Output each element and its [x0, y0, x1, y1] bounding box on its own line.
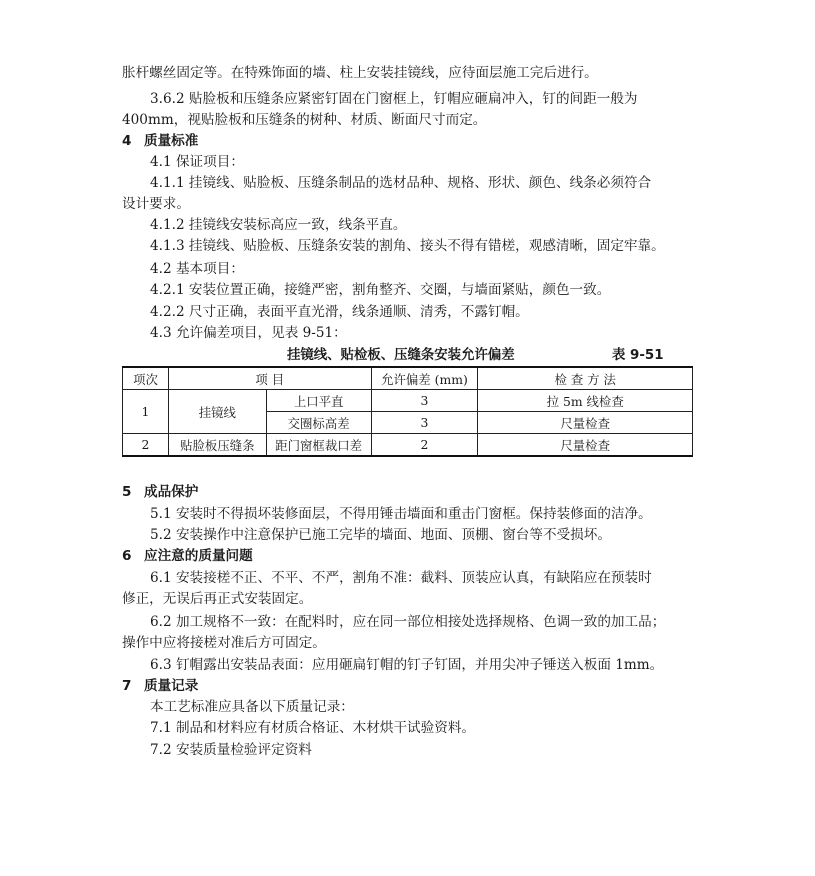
header-cell: 检 查 方 法 [478, 367, 693, 390]
clause-6-3: 6.3 钉帽露出安装品表面：应用砸扁钉帽的钉子钉固，并用尖冲子锤送入板面 1mm。 [150, 657, 664, 673]
table-number: 表 9-51 [612, 348, 664, 363]
clause-7-2: 7.2 安装质量检验评定资料 [150, 742, 312, 758]
clause-4-3: 4.3 允许偏差项目，见表 9-51： [150, 325, 347, 341]
section-title: 质量记录 [144, 678, 199, 694]
section-heading-5 [122, 482, 198, 502]
table-cell: 挂镜线 [168, 390, 266, 434]
table-cell: 交圈标高差 [266, 412, 371, 434]
section-number: 5 [122, 484, 132, 500]
section-number: 6 [122, 548, 132, 564]
table-cell: 距门窗框裁口差 [266, 434, 371, 457]
section-heading-7 [122, 676, 198, 696]
table-cell: 3 [371, 390, 478, 412]
table-cell: 尺量检查 [478, 434, 693, 457]
paragraph-line: 操作中应将接槎对准后方可固定。 [122, 635, 326, 651]
clause-4-2: 4.2 基本项目： [150, 261, 244, 277]
table-header-row [123, 367, 693, 390]
table-cell: 拉 5m 线检查 [478, 390, 693, 412]
table-cell: 1 [123, 390, 169, 434]
clause-4-1: 4.1 保证项目： [150, 154, 244, 170]
paragraph-line: 本工艺标准应具备以下质量记录： [150, 699, 354, 715]
clause-3-6-2: 3.6.2 贴脸板和压缝条应紧密钉固在门窗框上，钉帽应砸扁冲入，钉的间距一般为 [150, 91, 638, 107]
table-cell: 尺量检查 [478, 412, 693, 434]
table-cell: 上口平直 [266, 390, 371, 412]
section-title: 应注意的质量问题 [144, 548, 253, 564]
table-row [123, 434, 693, 457]
paragraph-line: 胀杆螺丝固定等。在特殊饰面的墙、柱上安装挂镜线，应待面层施工完后进行。 [122, 65, 598, 81]
section-title: 质量标准 [144, 133, 199, 149]
header-cell: 项次 [123, 367, 169, 390]
paragraph-line: 400mm，视贴脸板和压缝条的树种、材质、断面尺寸而定。 [122, 112, 487, 128]
paragraph-line: 修正，无误后再正式安装固定。 [122, 591, 313, 607]
clause-4-2-1: 4.2.1 安装位置正确，接缝严密，割角整齐、交圈，与墙面紧贴，颜色一致。 [150, 282, 611, 298]
paragraph-line: 设计要求。 [122, 196, 190, 212]
table-title: 挂镜线、贴检板、压缝条安装允许偏差 [287, 348, 515, 363]
section-number: 7 [122, 678, 132, 694]
section-heading-4 [122, 131, 198, 151]
header-cell: 项 目 [168, 367, 371, 390]
section-heading-6 [122, 546, 253, 566]
clause-5-2: 5.2 安装操作中注意保护已施工完毕的墙面、地面、顶棚、窗台等不受损坏。 [150, 527, 611, 543]
clause-6-2: 6.2 加工规格不一致：在配料时，应在同一部位相接处选择规格、色调一致的加工品； [150, 614, 666, 630]
table-cell: 2 [371, 434, 478, 457]
clause-4-1-1: 4.1.1 挂镜线、贴脸板、压缝条制品的选材品种、规格、形状、颜色、线条必须符合 [150, 175, 652, 191]
clause-4-2-2: 4.2.2 尺寸正确，表面平直光滑，线条通顺、清秀，不露钉帽。 [150, 304, 529, 320]
table-cell: 贴脸板压缝条 [168, 434, 266, 457]
clause-5-1: 5.1 安装时不得损坏装修面层，不得用锤击墙面和重击门窗框。保持装修面的洁净。 [150, 506, 652, 522]
table-cell: 3 [371, 412, 478, 434]
clause-4-1-3: 4.1.3 挂镜线、贴脸板、压缝条安装的割角、接头不得有错槎，观感清晰，固定牢靠。 [150, 238, 665, 254]
section-number: 4 [122, 133, 132, 149]
table-caption [122, 343, 692, 363]
clause-4-1-2: 4.1.2 挂镜线安装标高应一致，线条平直。 [150, 217, 407, 233]
section-title: 成品保护 [144, 484, 199, 500]
clause-6-1: 6.1 安装接槎不正、不平、不严，割角不准：截料、顶装应认真，有缺陷应在预装时 [150, 570, 652, 586]
allowable-deviation-table [122, 366, 693, 457]
clause-7-1: 7.1 制品和材料应有材质合格证、木材烘干试验资料。 [150, 720, 476, 736]
header-cell: 允许偏差 (mm) [371, 367, 478, 390]
table-cell: 2 [123, 434, 169, 457]
table-row [123, 390, 693, 412]
